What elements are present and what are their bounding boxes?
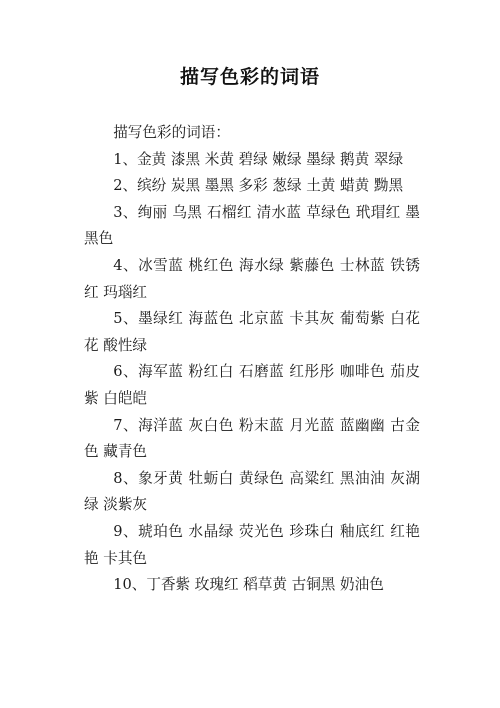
word-list-line-2: 2、缤纷 炭黑 墨黑 多彩 葱绿 土黄 蜡黄 黝黑 bbox=[113, 177, 404, 195]
word-list-line-7: 7、海洋蓝 灰白色 粉末蓝 月光蓝 蓝幽幽 古金色 藏青色 bbox=[84, 416, 420, 461]
word-list-line-3: 3、绚丽 乌黑 石榴红 清水蓝 草绿色 玳瑁红 墨黑色 bbox=[84, 203, 420, 248]
word-list-line-9: 9、琥珀色 水晶绿 荧光色 珍珠白 釉底红 红艳艳 卡其色 bbox=[84, 522, 420, 567]
word-list-line-1: 1、金黄 漆黑 米黄 碧绿 嫩绿 墨绿 鹅黄 翠绿 bbox=[113, 150, 404, 168]
word-list-line-6: 6、海军蓝 粉红白 石磨蓝 红彤彤 咖啡色 茄皮紫 白皑皑 bbox=[84, 363, 420, 407]
intro-paragraph: 描写色彩的词语： bbox=[113, 124, 230, 141]
word-list-line-4: 4、冰雪蓝 桃红色 海水绿 紫藤色 士林蓝 铁锈红 玛瑙红 bbox=[84, 256, 420, 301]
word-list-line-10: 10、丁香紫 玫瑰红 稻草黄 古铜黑 奶油色 bbox=[113, 576, 384, 594]
word-list-line-5: 5、墨绿红 海蓝色 北京蓝 卡其灰 葡萄紫 白花花 酸性绿 bbox=[84, 310, 420, 354]
document-body bbox=[84, 120, 420, 599]
page-title: 描写色彩的词语 bbox=[179, 66, 320, 88]
word-list-line-8: 8、象牙黄 牡蛎白 黄绿色 高粱红 黑油油 灰湖绿 淡紫灰 bbox=[84, 469, 420, 514]
